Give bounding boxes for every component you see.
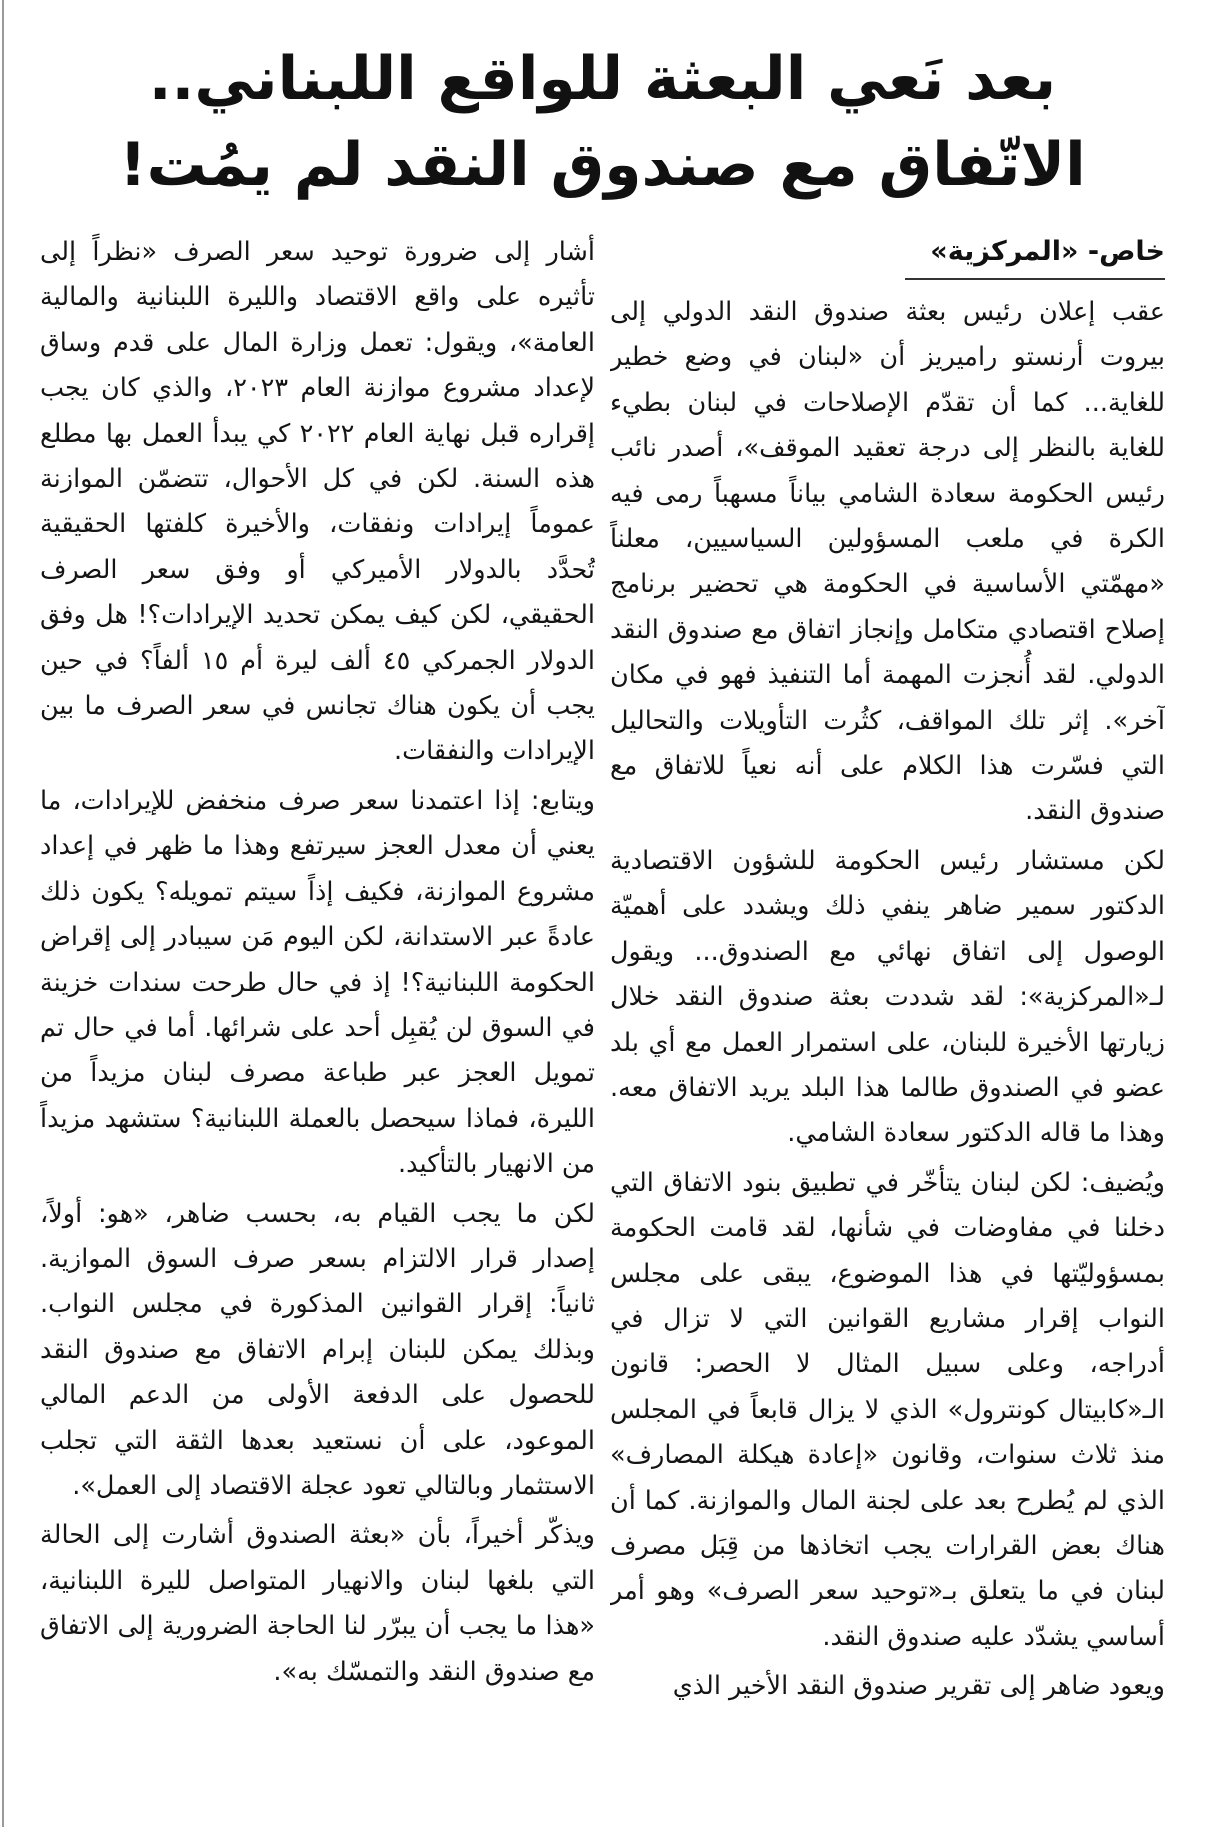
body-paragraph: ويتابع: إذا اعتمدنا سعر صرف منخفض للإيرادات، ما يعني أن معدل العجز سيرتفع وهذا ما ظهر في إعداد مشروع الموازنة، فكيف إذاً سيتم تمويله؟ يكون ذلك عادةً عبر الاستدانة، لكن اليوم مَن سيبادر إلى إقراض الحكومة اللبنانية؟! إذ في حال طرحت سندات خزينة في السوق لن يُقبِل أحد على شرائها. أما في حال تم تمويل العجز عبر طباعة مصرف لبنان مزيداً من الليرة، فماذا سيحصل بالعملة اللبنانية؟ ستشهد مزيداً من الانهيار بالتأكيد. — [40, 785, 595, 1180]
body-paragraph: ويُضيف: لكن لبنان يتأخّر في تطبيق بنود الاتفاق التي دخلنا في مفاوضات في شأنها، لقد قامت الحكومة بمسؤوليّتها في هذا الموضوع، يبقى على مجلس النواب إقرار مشاريع القوانين التي لا تزال في أدراجه، وعلى سبيل المثال لا الحصر: قانون الـ«كابيتال كونترول» الذي لا يزال قابعاً في المجلس منذ ثلاث سنوات، وقانون «إعادة هيكلة المصارف» الذي لم يُطرح بعد على لجنة المال والموازنة. كما أن هناك بعض القرارات يجب اتخاذها من قِبَل مصرف لبنان في ما يتعلق بـ«توحيد سعر الصرف» وهو أمر أساسي يشدّد عليه صندوق النقد. — [610, 1167, 1165, 1652]
body-paragraph: أشار إلى ضرورة توحيد سعر الصرف «نظراً إلى تأثيره على واقع الاقتصاد والليرة اللبنانية والمالية العامة»، ويقول: تعمل وزارة المال على قدم وساق لإعداد مشروع موازنة العام ٢٠٢٣، والذي كان يجب إقراره قبل نهاية العام ٢٠٢٢ كي يبدأ العمل بها مطلع هذه السنة. لكن في كل الأحوال، تتضمّن الموازنة عموماً إيرادات ونفقات، والأخيرة كلفتها الحقيقية تُحدَّد بالدولار الأميركي أو وفق سعر الصرف الحقيقي، لكن كيف يمكن تحديد الإيرادات؟! هل وفق الدولار الجمركي ٤٥ ألف ليرة أم ١٥ ألفاً؟ في حين يجب أن يكون هناك تجانس في سعر الصرف ما بين الإيرادات والنفقات. — [40, 237, 595, 767]
body-paragraph: لكن ما يجب القيام به، بحسب ضاهر، «هو: أولاً، إصدار قرار الالتزام بسعر صرف السوق الموازية. ثانياً: إقرار القوانين المذكورة في مجلس النواب. وبذلك يمكن للبنان إبرام الاتفاق مع صندوق النقد للحصول على الدفعة الأولى من الدعم المالي الموعود، على أن نستعيد بعدها الثقة التي تجلب الاستثمار وبالتالي تعود عجلة الاقتصاد إلى العمل». — [40, 1198, 595, 1501]
byline: خاص- «المركزية» — [905, 230, 1165, 280]
body-paragraph: ويذكّر أخيراً، بأن «بعثة الصندوق أشارت إلى الحالة التي بلغها لبنان والانهيار المتواصل لليرة اللبنانية، «هذا ما يجب أن يبرّر لنا الحاجة الضرورية إلى الاتفاق مع صندوق النقد والتمسّك به». — [40, 1520, 595, 1687]
article-column-right — [610, 230, 1165, 1810]
article-column-left — [40, 230, 595, 1810]
page-edge-rule — [2, 0, 4, 1827]
body-paragraph: لكن مستشار رئيس الحكومة للشؤون الاقتصادية الدكتور سمير ضاهر ينفي ذلك ويشدد على أهميّة الوصول إلى اتفاق نهائي مع الصندوق... ويقول لـ«المركزية»: لقد شددت بعثة صندوق النقد خلال زيارتها الأخيرة للبنان، على استمرار العمل مع أي بلد عضو في الصندوق طالما هذا البلد يريد الاتفاق معه. وهذا ما قاله الدكتور سعادة الشامي. — [610, 845, 1165, 1149]
body-paragraph: ويعود ضاهر إلى تقرير صندوق النقد الأخير الذي — [672, 1671, 1165, 1702]
article-headline — [40, 36, 1165, 208]
headline-line-2: الاتّفاق مع صندوق النقد لم يمُت! — [119, 130, 1086, 200]
body-paragraph: عقب إعلان رئيس بعثة صندوق النقد الدولي إلى بيروت أرنستو راميريز أن «لبنان في وضع خطير للغاية... كما أن تقدّم الإصلاحات في لبنان بطيء للغاية بالنظر إلى درجة تعقيد الموقف»، أصدر نائب رئيس الحكومة سعادة الشامي بياناً مسهباً رمى فيه الكرة في ملعب المسؤولين السياسيين، معلناً «مهمّتي الأساسية في الحكومة هي تحضير برنامج إصلاح اقتصادي متكامل وإنجاز اتفاق مع صندوق النقد الدولي. لقد أُنجزت المهمة أما التنفيذ فهو في مكان آخر». إثر تلك المواقف، كثُرت التأويلات والتحاليل التي فسّرت هذا الكلام على أنه نعياً للاتفاق مع صندوق النقد. — [610, 297, 1165, 827]
headline-line-1: بعد نَعي البعثة للواقع اللبناني.. — [148, 44, 1057, 114]
